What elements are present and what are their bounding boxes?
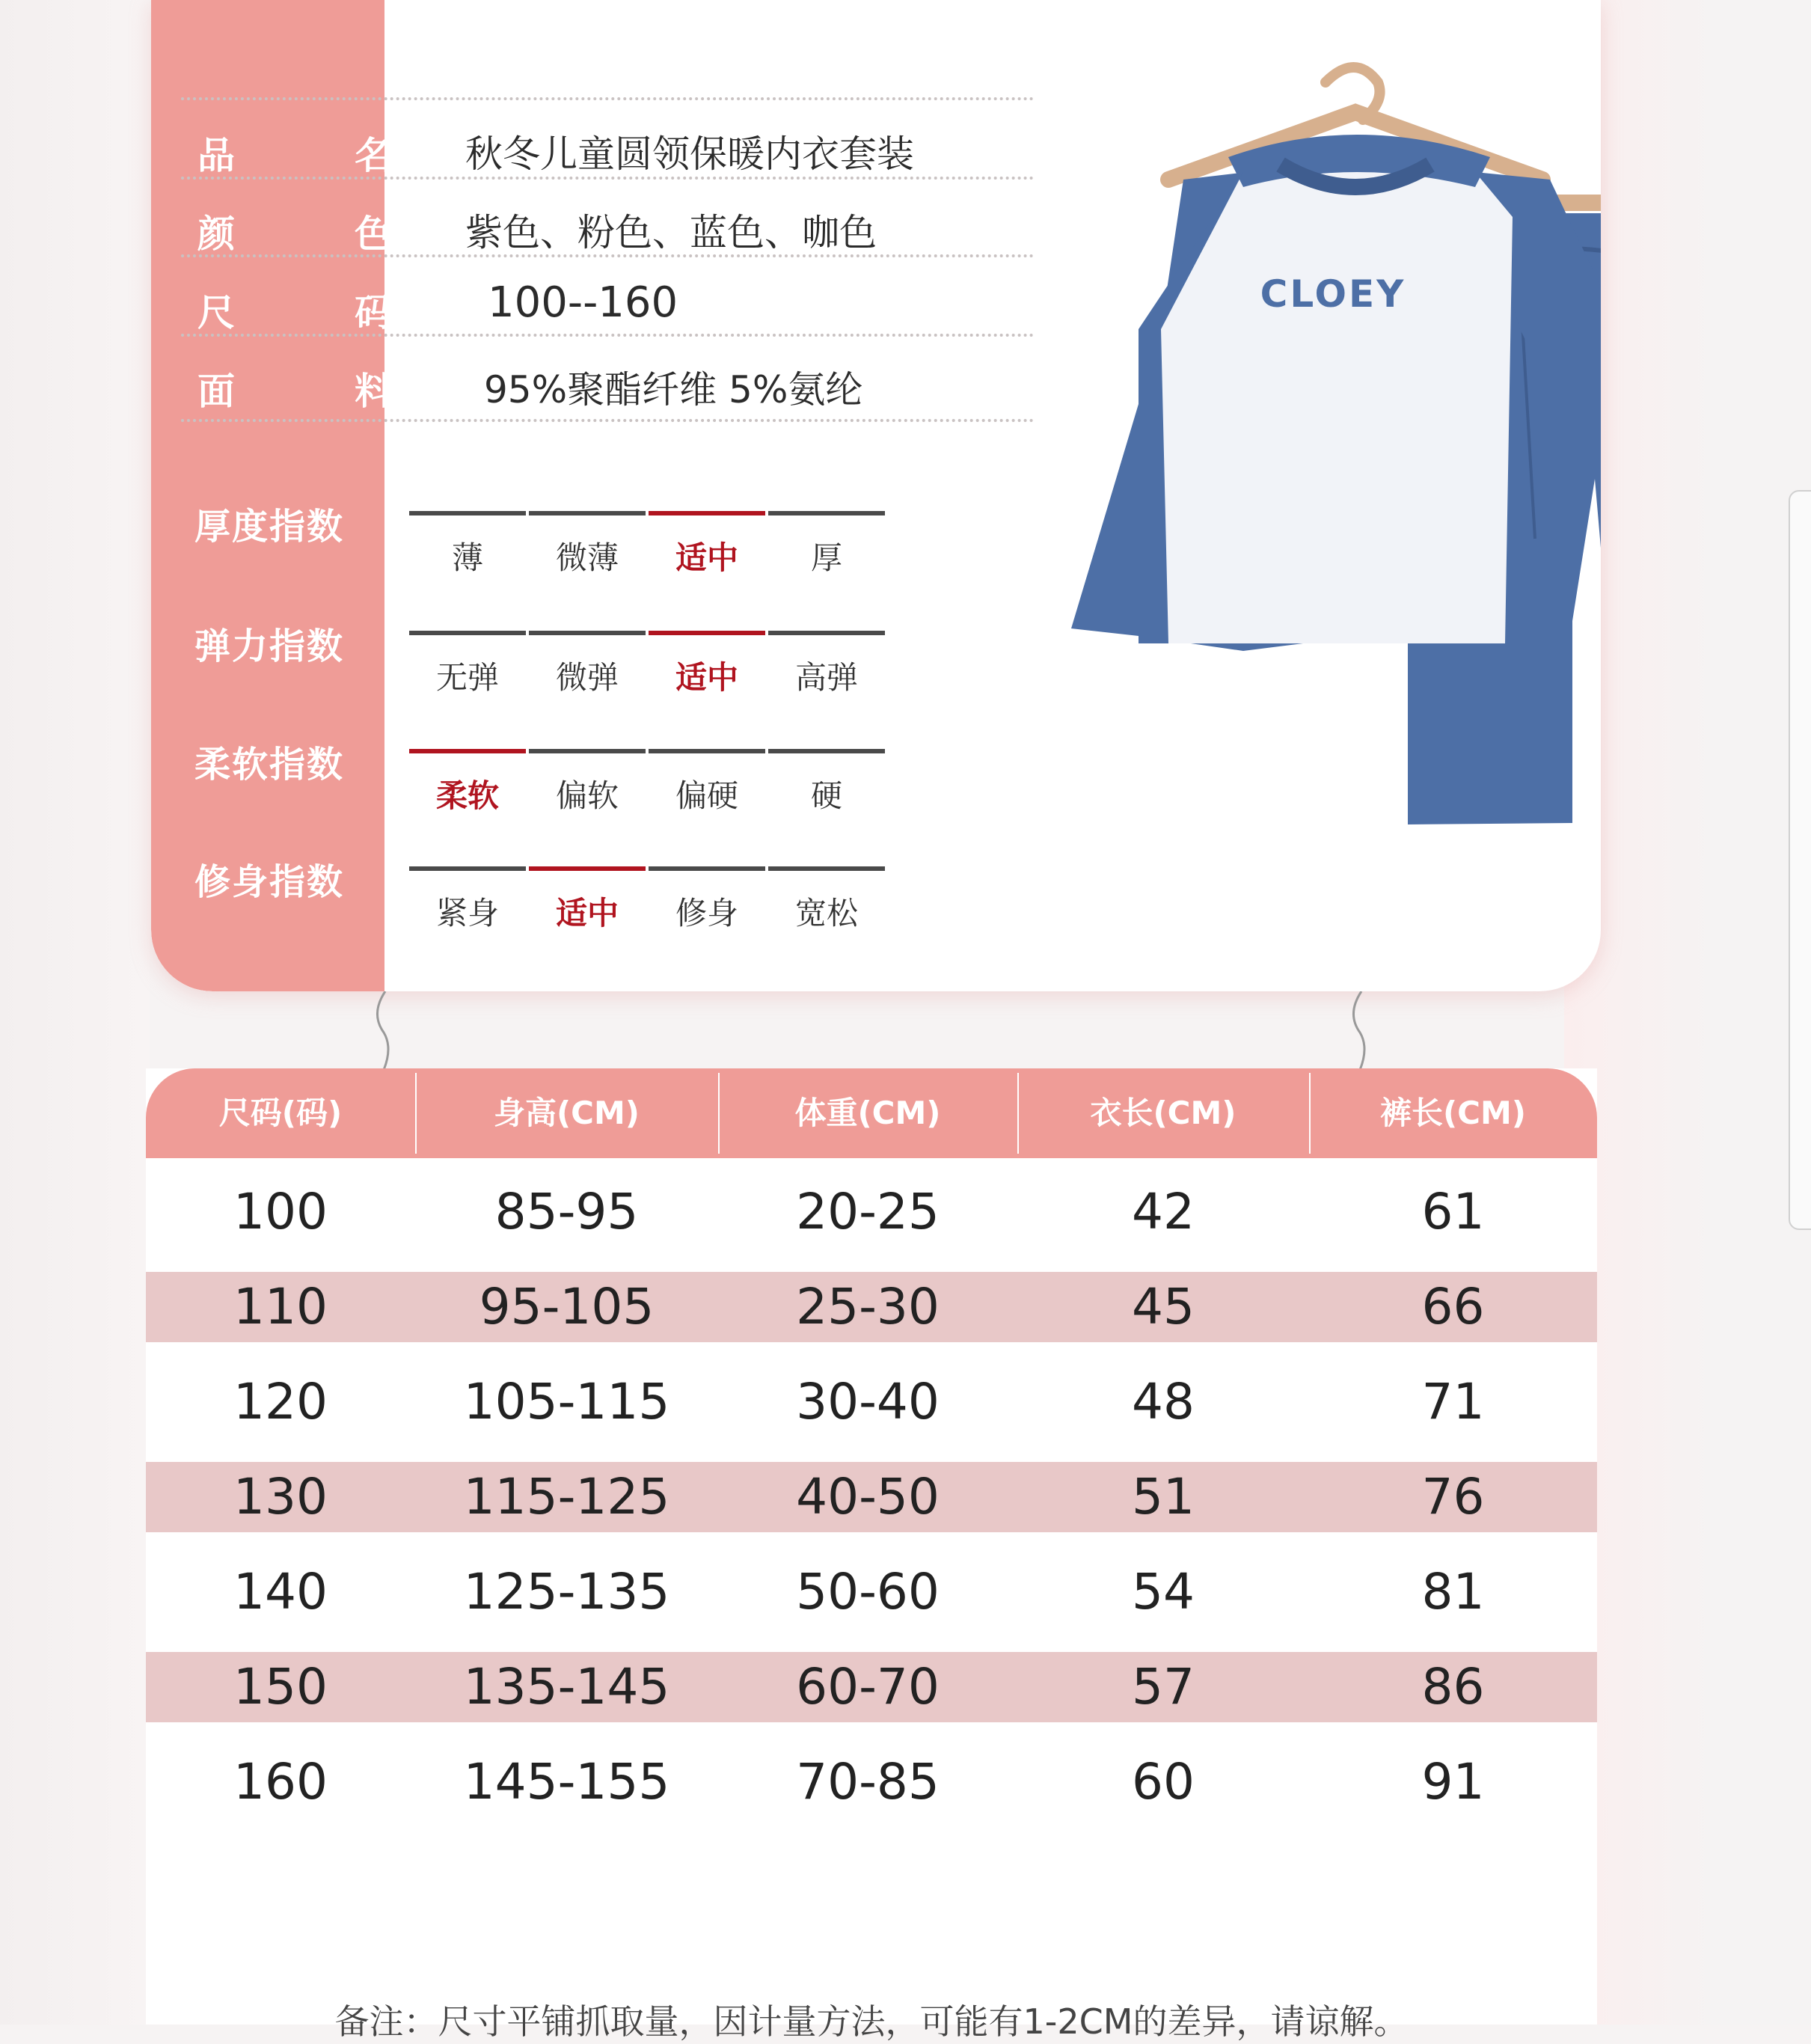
info-row xyxy=(181,340,1034,420)
table-header-cell: 裤长(CM) xyxy=(1379,1095,1526,1131)
index-option-label: 偏硬 xyxy=(675,777,739,814)
table-header-divider xyxy=(718,1073,720,1154)
table-cell: 76 xyxy=(1421,1468,1485,1526)
index-option-label: 宽松 xyxy=(795,895,859,931)
connector-right xyxy=(1346,991,1376,1070)
connector-left xyxy=(370,991,400,1070)
info-label-char: 尺 xyxy=(197,291,235,334)
table-row xyxy=(146,1557,1597,1627)
page-left-margin xyxy=(0,0,150,2025)
index-option-label: 厚 xyxy=(811,539,843,576)
info-value: 紫色、粉色、蓝色、咖色 xyxy=(465,211,877,254)
index-option-label: 微弹 xyxy=(556,659,619,696)
info-label-char: 料 xyxy=(355,370,392,413)
index-scale-segment xyxy=(529,631,646,635)
index-option-label: 紧身 xyxy=(436,895,500,931)
table-cell: 54 xyxy=(1132,1563,1195,1621)
size-table-header xyxy=(146,1068,1597,1158)
index-title: 修身指数 xyxy=(194,861,345,903)
table-cell: 30-40 xyxy=(796,1373,940,1431)
table-cell: 160 xyxy=(233,1753,328,1811)
index-option-label: 适中 xyxy=(675,539,739,576)
index-scale-segment xyxy=(768,631,885,635)
table-row xyxy=(146,1367,1597,1437)
info-value: 100--160 xyxy=(488,278,678,327)
index-option-label: 适中 xyxy=(556,895,619,931)
index-option-label: 薄 xyxy=(452,539,484,576)
table-cell: 135-145 xyxy=(463,1658,670,1716)
index-option-label: 微薄 xyxy=(556,539,619,576)
table-cell: 86 xyxy=(1421,1658,1485,1716)
index-scale xyxy=(409,866,888,941)
index-option-label: 无弹 xyxy=(436,659,500,696)
index-scale-segment xyxy=(649,866,765,871)
table-cell: 50-60 xyxy=(796,1563,940,1621)
index-scale xyxy=(409,749,888,824)
table-row xyxy=(146,1652,1597,1722)
table-cell: 125-135 xyxy=(463,1563,670,1621)
table-cell: 115-125 xyxy=(463,1468,670,1526)
table-cell: 145-155 xyxy=(463,1753,670,1811)
index-option-label: 硬 xyxy=(811,777,843,814)
table-cell: 85-95 xyxy=(494,1183,639,1240)
index-scale-segment xyxy=(649,631,765,635)
table-cell: 66 xyxy=(1421,1278,1485,1335)
index-option-label: 修身 xyxy=(675,895,739,931)
table-row xyxy=(146,1272,1597,1342)
table-cell: 51 xyxy=(1132,1468,1195,1526)
table-row xyxy=(146,1462,1597,1532)
table-cell: 57 xyxy=(1132,1658,1195,1716)
table-cell: 140 xyxy=(233,1563,328,1621)
index-scale xyxy=(409,511,888,586)
info-label-char: 码 xyxy=(355,291,392,334)
table-cell: 91 xyxy=(1421,1753,1485,1811)
table-cell: 81 xyxy=(1421,1563,1485,1621)
product-info-card xyxy=(151,0,1601,991)
pajama-set-illustration xyxy=(1056,60,1601,853)
index-scale-segment xyxy=(768,511,885,515)
index-scale-segment xyxy=(529,749,646,753)
info-value: 95%聚酯纤维 5%氨纶 xyxy=(484,368,863,411)
table-cell: 105-115 xyxy=(463,1373,670,1431)
table-header-cell: 尺码(码) xyxy=(218,1095,343,1131)
table-cell: 95-105 xyxy=(479,1278,655,1335)
table-cell: 61 xyxy=(1421,1183,1485,1240)
table-cell: 45 xyxy=(1132,1278,1195,1335)
info-label-char: 品 xyxy=(197,134,235,177)
index-title: 柔软指数 xyxy=(194,744,345,786)
table-cell: 70-85 xyxy=(796,1753,940,1811)
table-cell: 100 xyxy=(233,1183,328,1240)
product-image xyxy=(1056,60,1601,853)
info-label-char: 色 xyxy=(355,212,392,256)
table-cell: 60 xyxy=(1132,1753,1195,1811)
table-row xyxy=(146,1177,1597,1247)
table-cell: 130 xyxy=(233,1468,328,1526)
index-scale xyxy=(409,631,888,706)
index-scale-segment xyxy=(409,866,526,871)
index-scale-segment xyxy=(768,749,885,753)
table-row xyxy=(146,1747,1597,1817)
index-scale-segment xyxy=(529,511,646,515)
index-option-label: 偏软 xyxy=(556,777,619,814)
table-header-divider xyxy=(1309,1073,1311,1154)
table-cell: 110 xyxy=(233,1278,328,1335)
index-scale-segment xyxy=(529,866,646,871)
scroll-handle[interactable] xyxy=(1789,490,1811,1230)
index-scale-segment xyxy=(409,631,526,635)
table-cell: 48 xyxy=(1132,1373,1195,1431)
table-cell: 150 xyxy=(233,1658,328,1716)
table-cell: 20-25 xyxy=(796,1183,940,1240)
index-scale-segment xyxy=(649,511,765,515)
index-scale-segment xyxy=(649,749,765,753)
table-cell: 60-70 xyxy=(796,1658,940,1716)
info-row xyxy=(181,183,1034,263)
index-scale-segment xyxy=(409,511,526,515)
table-header-cell: 衣长(CM) xyxy=(1090,1095,1237,1131)
table-cell: 42 xyxy=(1132,1183,1195,1240)
shirt-brand-text: CLOEY xyxy=(1260,272,1406,316)
index-option-label: 柔软 xyxy=(436,777,500,814)
index-title: 厚度指数 xyxy=(194,506,345,548)
table-header-cell: 体重(CM) xyxy=(794,1095,941,1131)
table-cell: 71 xyxy=(1421,1373,1485,1431)
size-table xyxy=(146,1068,1597,2042)
index-option-label: 适中 xyxy=(675,659,739,696)
table-cell: 40-50 xyxy=(796,1468,940,1526)
index-scale-segment xyxy=(768,866,885,871)
table-header-divider xyxy=(1017,1073,1019,1154)
table-cell: 120 xyxy=(233,1373,328,1431)
table-header-divider xyxy=(415,1073,417,1154)
info-row xyxy=(181,262,1034,341)
page-right-margin xyxy=(1564,0,1811,2025)
info-label-char: 颜 xyxy=(197,212,235,256)
index-scale-segment xyxy=(409,749,526,753)
index-option-label: 高弹 xyxy=(795,659,859,696)
info-label-char: 名 xyxy=(355,134,392,177)
info-row xyxy=(181,105,1034,184)
size-note: 备注：尺寸平铺抓取量，因计量方法，可能有1-2CM的差异，请谅解。 xyxy=(334,2001,1409,2042)
info-label-char: 面 xyxy=(197,370,235,413)
table-cell: 25-30 xyxy=(796,1278,940,1335)
index-title: 弹力指数 xyxy=(194,625,345,667)
table-header-cell: 身高(CM) xyxy=(493,1095,640,1131)
dotted-divider xyxy=(181,97,1034,100)
info-value: 秋冬儿童圆领保暖内衣套装 xyxy=(465,132,914,176)
